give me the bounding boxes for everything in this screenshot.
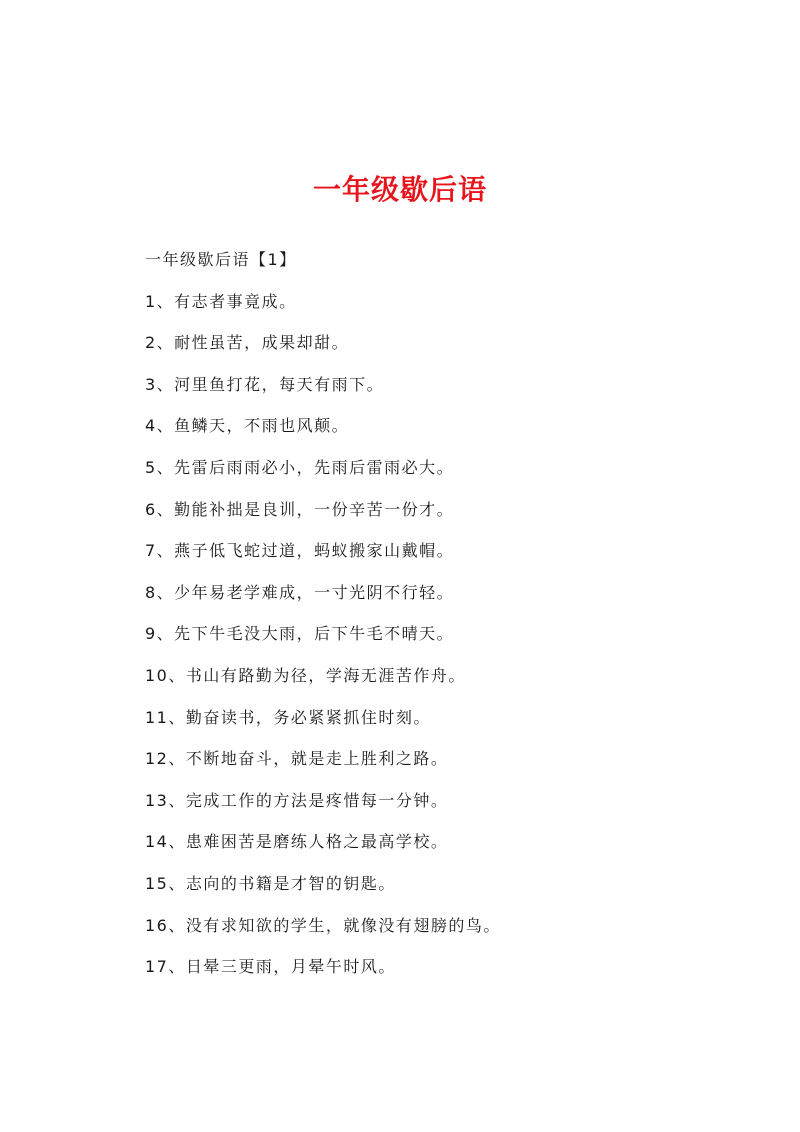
list-item: 1、有志者事竟成。 [145, 291, 297, 311]
list-item: 8、少年易老学难成，一寸光阴不行轻。 [145, 582, 455, 602]
list-item: 16、没有求知欲的学生，就像没有翅膀的鸟。 [145, 915, 501, 935]
document-body [145, 239, 765, 988]
list-item: 13、完成工作的方法是疼惜每一分钟。 [145, 790, 449, 810]
list-item: 6、勤能补拙是良训，一份辛苦一份才。 [145, 499, 455, 519]
list-item: 15、志向的书籍是才智的钥匙。 [145, 873, 396, 893]
list-item: 7、燕子低飞蛇过道，蚂蚁搬家山戴帽。 [145, 541, 455, 561]
list-item: 10、书山有路勤为径，学海无涯苦作舟。 [145, 665, 466, 685]
list-item: 17、日晕三更雨，月晕午时风。 [145, 957, 396, 977]
proverb-list [145, 281, 765, 988]
section-heading: 一年级歇后语【1】 [145, 250, 297, 269]
list-item: 14、患难困苦是磨练人格之最高学校。 [145, 832, 449, 852]
list-item: 9、先下牛毛没大雨，后下牛毛不晴天。 [145, 624, 455, 644]
list-item: 11、勤奋读书，务必紧紧抓住时刻。 [145, 707, 431, 727]
document-title: 一年级歇后语 [312, 173, 487, 206]
list-item: 2、耐性虽苦，成果却甜。 [145, 333, 350, 353]
list-item: 3、河里鱼打花，每天有雨下。 [145, 374, 385, 394]
list-item: 12、不断地奋斗，就是走上胜利之路。 [145, 749, 449, 769]
list-item: 4、鱼鳞天，不雨也风颠。 [145, 416, 350, 436]
list-item: 5、先雷后雨雨必小，先雨后雷雨必大。 [145, 457, 455, 477]
